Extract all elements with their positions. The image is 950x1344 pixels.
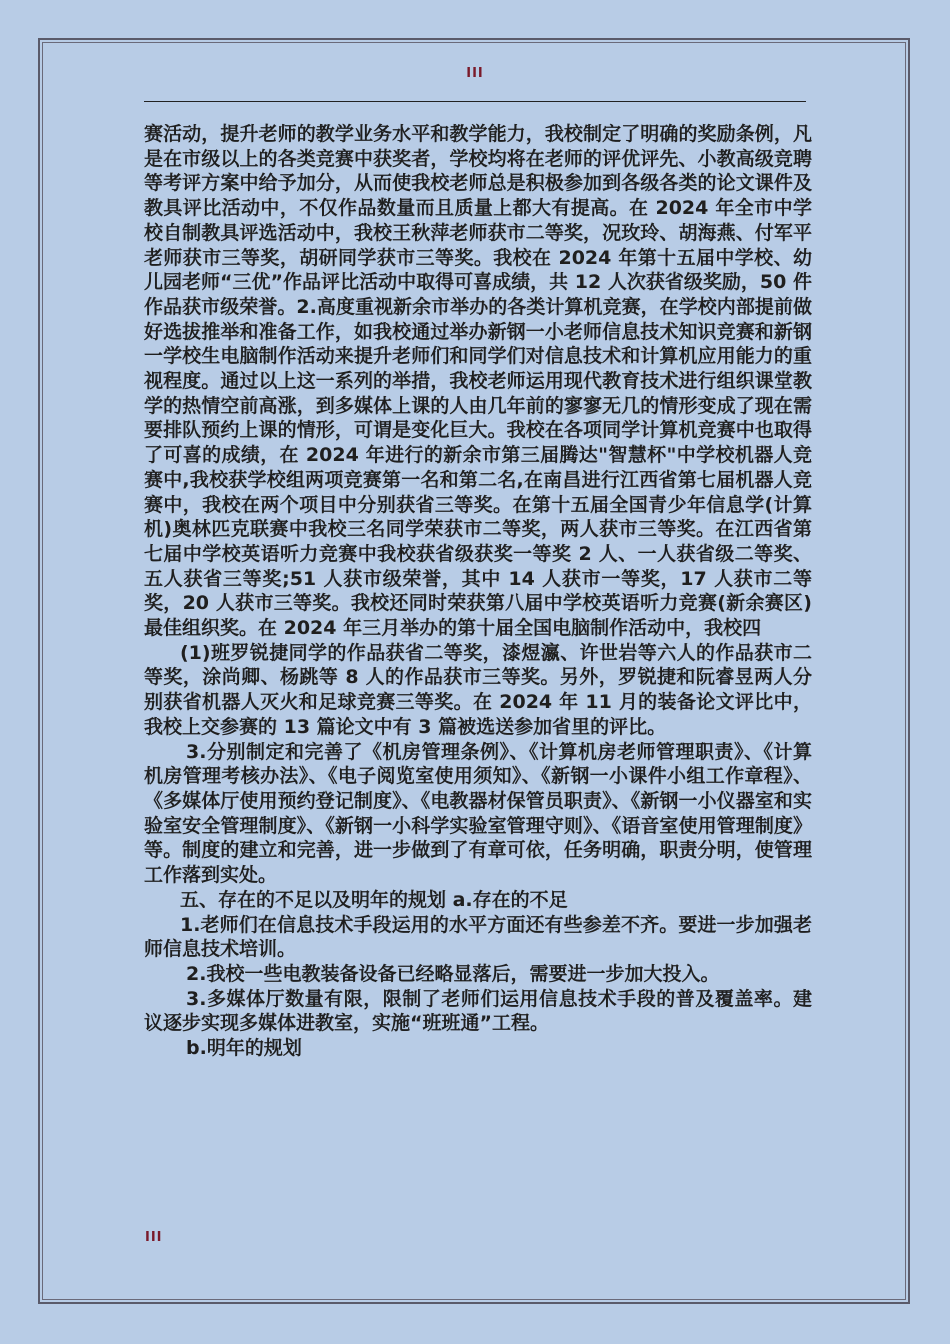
document-body bbox=[144, 122, 812, 1061]
footer-mark: III bbox=[145, 1230, 163, 1245]
paragraph-regulations: 3.分别制定和完善了《机房管理条例》、《计算机房老师管理职责》、《计算机房管理考核办法》、《电子阅览室使用须知》、《新钢一小课件小组工作章程》、《多媒体厅使用预约登记制度》、《电教器材保管员职责》、《新钢一小仪器室和实验室安全管理制度》、《新钢一小科学实验室管理守则》、《语音室使用管理制度》等。制度的建立和完善，进一步做到了有章可依，任务明确，职责分明，使管理工作落到实处。 bbox=[144, 740, 812, 887]
section-heading-plan: b.明年的规划 bbox=[186, 1037, 302, 1060]
list-item-shortcoming-1: 1.老师们在信息技术手段运用的水平方面还有些参差不齐。要进一步加强老师信息技术培训。 bbox=[144, 913, 812, 961]
paragraph-class-awards: (1)班罗锐捷同学的作品获省二等奖，漆煜瀛、许世岩等六人的作品获市二等奖，涂尚卿、杨跳等 8 人的作品获市三等奖。另外，罗锐捷和阮睿昱两人分别获省机器人灭火和足球竞赛三等奖。在 2024 年 11 月的装备论文评比中，我校上交参赛的 13 篇论文中有 3 篇被选送参加省里的评比。 bbox=[144, 641, 812, 738]
header-rule bbox=[144, 101, 806, 102]
section-heading-shortcomings: 五、存在的不足以及明年的规划 a.存在的不足 bbox=[180, 888, 568, 911]
paragraph-awards: 赛活动，提升老师的教学业务水平和教学能力，我校制定了明确的奖励条例，凡是在市级以上的各类竞赛中获奖者，学校均将在老师的评优评先、小教高级竞聘等考评方案中给予加分，从而使我校老师总是积极参加到各级各类的论文课件及教具评比活动中，不仅作品数量而且质量上都大有提高。在 2024 年全市中学校自制教具评选活动中，我校王秋萍老师获市二等奖，况玫玲、胡海燕、付军平老师获市三等奖，胡研同学获市三等奖。我校在 2024 年第十五届中学校、幼儿园老师“三优”作品评比活动中取得可喜成绩，共 12 人次获省级奖励，50 件作品获市级荣誉。2.高度重视新余市举办的各类计算机竞赛，在学校内部提前做好选拔推举和准备工作，如我校通过举办新钢一小老师信息技术知识竞赛和新钢一学校生电脑制作活动来提升老师们和同学们对信息技术和计算机应用能力的重视程度。通过以上这一系列的举措，我校老师运用现代教育技术进行组织课堂教学的热情空前高涨，到多媒体上课的人由几年前的寥寥无几的情形变成了现在需要排队预约上课的情形，可谓是变化巨大。我校在各项同学计算机竞赛中也取得了可喜的成绩，在 2024 年进行的新余市第三届腾达"智慧杯"中学校机器人竞赛中,我校获学校组两项竞赛第一名和第二名,在南昌进行江西省第七届机器人竞赛中，我校在两个项目中分别获省三等奖。在第十五届全国青少年信息学(计算机)奥林匹克联赛中我校三名同学荣获市二等奖，两人获市三等奖。在江西省第七届中学校英语听力竞赛中我校获省级获奖一等奖 2 人、一人获省级二等奖、五人获省三等奖;51 人获市级荣誉，其中 14 人获市一等奖，17 人获市二等奖，20 人获市三等奖。我校还同时荣获第八届中学校英语听力竞赛(新余赛区)最佳组织奖。在 2024 年三月举办的第十届全国电脑制作活动中，我校四 bbox=[144, 123, 812, 640]
list-item-shortcoming-3: 3.多媒体厅数量有限，限制了老师们运用信息技术手段的普及覆盖率。建议逐步实现多媒体进教室，实施“班班通”工程。 bbox=[144, 987, 812, 1035]
list-item-shortcoming-2: 2.我校一些电教装备设备已经略显落后，需要进一步加大投入。 bbox=[186, 962, 720, 985]
header-mark: III bbox=[466, 66, 484, 81]
